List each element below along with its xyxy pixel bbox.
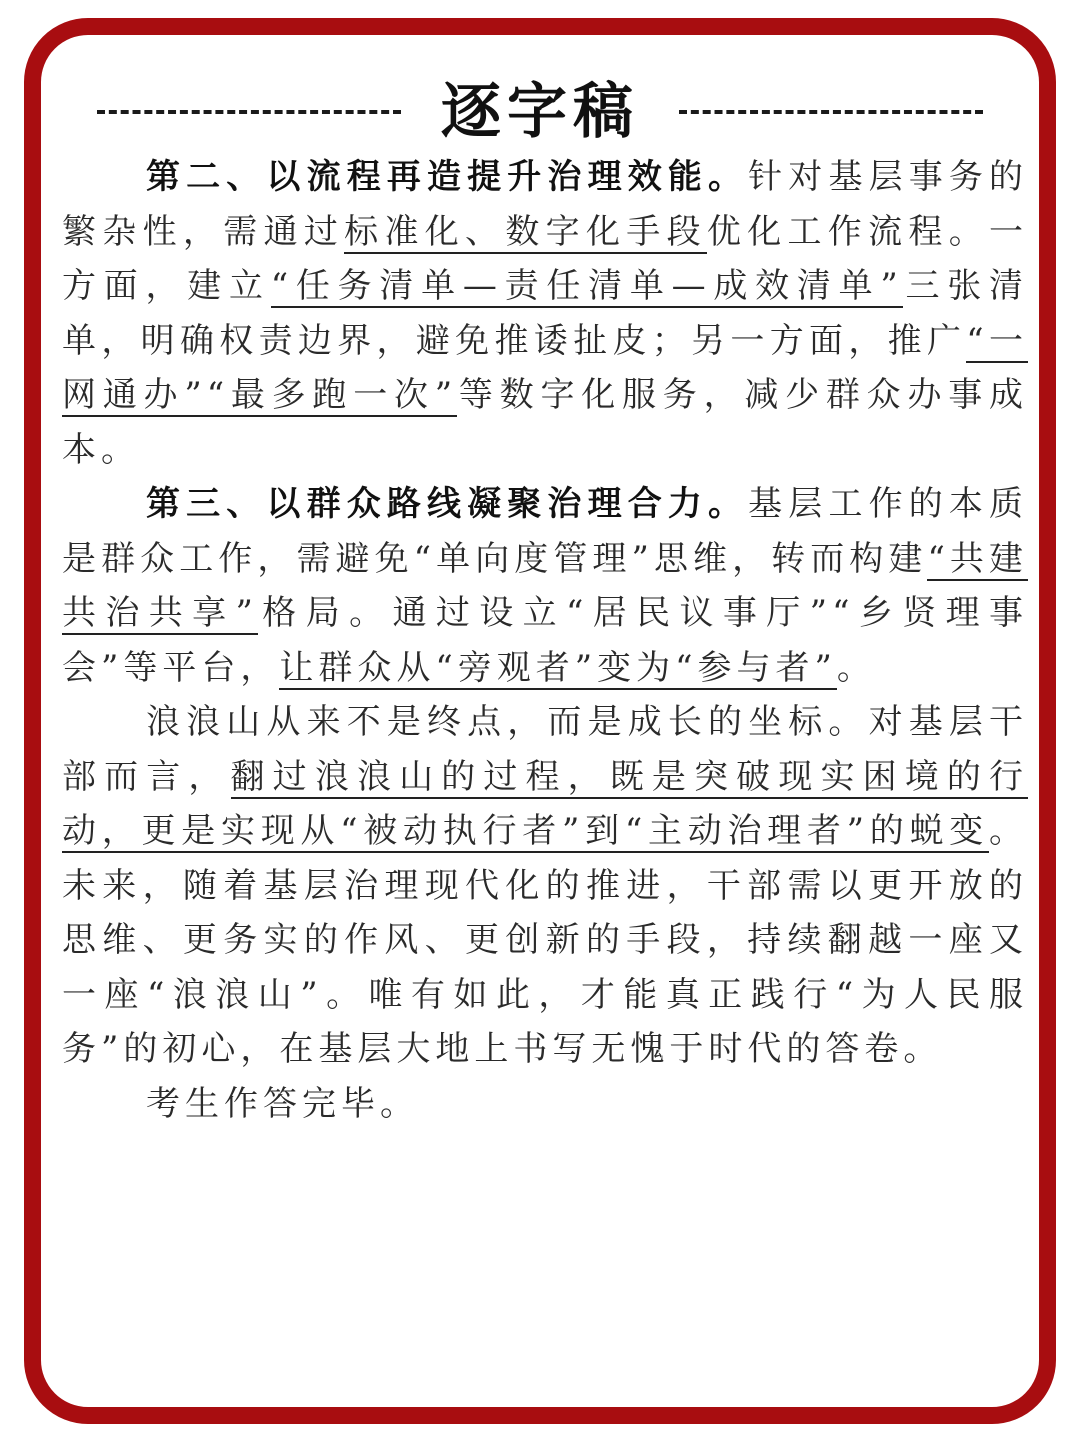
title-row <box>0 72 1080 152</box>
underlined-phrase: “任务清单—责任清单—成效清单” <box>270 266 903 306</box>
paragraph-text: 基层工作的本质是群众工作，需避免“单向度管理”思维，转而构建 <box>62 484 1029 579</box>
paragraph-text: 格局。通过设立“居民议事厅”“乡贤理事会”等平台， <box>62 593 1028 688</box>
title-dash-right <box>679 110 983 114</box>
paragraph-text: 浪浪山从来不是终点，而是成长的坐标。对基层干部而言， <box>62 702 1028 797</box>
underlined-phrase: 让群众从“旁观者”变为“参与者” <box>279 647 837 688</box>
paragraph-text: 等数字化服务，减少群众办事成本。 <box>62 375 1029 470</box>
paragraph-text: 优化工作流程。一方面，建立 <box>62 211 1029 306</box>
paragraph-third-point <box>62 477 1028 695</box>
page-title: 逐字稿 <box>441 77 639 147</box>
document-body <box>62 150 1028 1131</box>
closing-line: 考生作答完毕。 <box>146 1083 419 1124</box>
underlined-phrase: 标准化、数字化手段 <box>344 211 707 252</box>
paragraph-heading: 第二、以流程再造提升治理效能。 <box>146 157 749 197</box>
paragraph-text: 。 <box>836 647 876 688</box>
paragraph-heading: 第三、以群众路线凝聚治理合力。 <box>146 484 749 524</box>
paragraph-text: 三张清单，明确权责边界，避免推诿扯皮；另一方面，推广 <box>62 266 1029 361</box>
underlined-phrase: “共建共治共享” <box>62 538 1028 633</box>
paragraph-conclusion <box>62 695 1028 1077</box>
paragraph-text: 针对基层事务的繁杂性，需通过 <box>62 157 1029 252</box>
paragraph-text: 。未来，随着基层治理现代化的推进，干部需以更开放的思维、更务实的作风、更创新的手段，持续翻越一座又一座“浪浪山”。唯有如此，才能真正践行“为人民服务”的初心，在基层大地上书写无愧于时代的答卷。 <box>62 811 1028 1069</box>
title-dash-left <box>97 110 401 114</box>
underlined-phrase: “一网通办”“最多跑一次” <box>62 320 1028 415</box>
underlined-phrase: 翻过浪浪山的过程，既是突破现实困境的行动，更是实现从“被动执行者”到“主动治理者”的蜕变 <box>62 756 1028 851</box>
paragraph-second-point <box>62 150 1028 477</box>
